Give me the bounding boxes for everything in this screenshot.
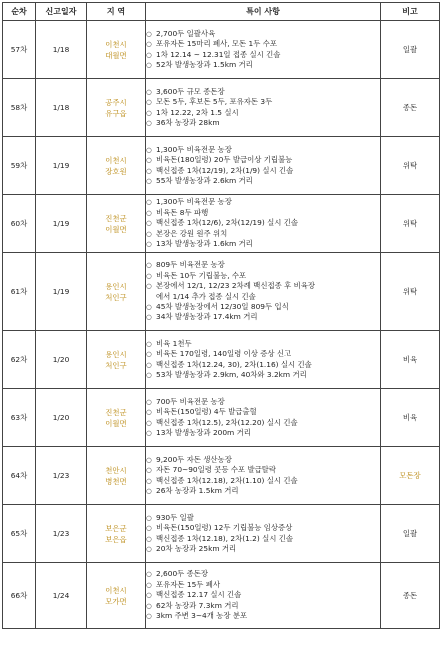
circle-bullet-icon: ○ [146,240,152,249]
details-list [146,339,380,381]
detail-item [146,312,380,322]
table-row [3,195,440,253]
note-cell: 비육 [381,389,440,447]
detail-text: 비육 1천두 [156,338,192,348]
detail-item [146,229,380,239]
circle-bullet-icon: ○ [146,418,152,427]
detail-text: 모돈 5두, 후보돈 5두, 포유자돈 3두 [156,97,273,107]
detail-item [146,339,380,349]
detail-item [146,271,380,281]
detail-item [146,407,380,417]
detail-item [146,118,380,128]
detail-item [146,260,380,270]
region-line: 보은군 [105,523,127,533]
details-list [146,455,380,497]
seq-cell: 66차 [3,563,36,629]
report-table-container [2,2,439,629]
circle-bullet-icon: ○ [146,156,152,165]
region-line: 처인구 [105,360,127,370]
region-line: 처인구 [105,292,127,302]
details-list [146,87,380,129]
detail-text: 포유자돈 15마리 폐사, 모돈 1두 수포 [156,39,278,49]
detail-text: 62차 농장과 7.3km 거리 [156,600,239,610]
details-cell [146,137,381,195]
circle-bullet-icon: ○ [146,176,152,185]
table-row [3,137,440,195]
detail-item [146,97,380,107]
detail-item [146,397,380,407]
detail-item [146,590,380,600]
detail-item [146,281,380,291]
circle-bullet-icon: ○ [146,428,152,437]
date-cell: 1/19 [36,195,87,253]
details-list [146,197,380,249]
note-cell: 일괄 [381,21,440,79]
detail-item [146,302,380,312]
details-list [146,397,380,439]
details-list [146,569,380,621]
region-cell [87,389,146,447]
seq-cell: 57차 [3,21,36,79]
details-cell [146,447,381,505]
circle-bullet-icon: ○ [146,408,152,417]
details-cell [146,331,381,389]
circle-bullet-icon: ○ [146,466,152,475]
header-region: 지 역 [87,3,146,21]
detail-item [146,108,380,118]
detail-item [146,50,380,60]
header-date: 신고일자 [36,3,87,21]
circle-bullet-icon: ○ [146,580,152,589]
region-cell [87,331,146,389]
circle-bullet-icon: ○ [146,271,152,280]
detail-text: 26차 농장과 1.5km 거리 [156,485,239,495]
detail-item [146,176,380,186]
detail-text: 1차 12.14 ~ 12.31일 접종 실시 긴솔 [156,49,281,59]
region-cell [87,505,146,563]
detail-item [146,476,380,486]
table-row [3,563,440,629]
detail-text: 비육돈(150일령) 4두 발급출혈 [156,407,257,417]
circle-bullet-icon: ○ [146,591,152,600]
detail-text: 1,300두 비육전문 농장 [156,144,232,154]
seq-cell: 60차 [3,195,36,253]
circle-bullet-icon: ○ [146,145,152,154]
detail-item [146,155,380,165]
circle-bullet-icon: ○ [146,486,152,495]
region-cell [87,195,146,253]
circle-bullet-icon: ○ [146,534,152,543]
seq-cell: 61차 [3,253,36,331]
detail-item [146,523,380,533]
detail-text: 에서 1/14 추가 접종 실시 긴솔 [156,291,256,301]
table-row [3,253,440,331]
detail-item [146,349,380,359]
detail-item [146,370,380,380]
date-cell: 1/20 [36,389,87,447]
region-line: 이월면 [105,418,127,428]
circle-bullet-icon: ○ [146,612,152,621]
table-row [3,389,440,447]
note-cell: 위탁 [381,137,440,195]
detail-item [146,29,380,39]
detail-text: 비육돈(150일령) 12두 기립불능 임상증상 [156,523,293,533]
region-cell [87,137,146,195]
circle-bullet-icon: ○ [146,87,152,96]
region-cell [87,563,146,629]
circle-bullet-icon: ○ [146,98,152,107]
detail-text: 13차 발생농장과 200m 거리 [156,427,251,437]
circle-bullet-icon: ○ [146,29,152,38]
detail-text: 비육돈 170일령, 140일령 이상 증상 신고 [156,349,292,359]
note-cell: 종돈 [381,79,440,137]
circle-bullet-icon: ○ [146,166,152,175]
detail-text: 백신접종 12.17 실시 긴솔 [156,590,242,600]
table-row [3,505,440,563]
detail-item [146,428,380,438]
region-line: 모가면 [105,596,127,606]
table-row [3,79,440,137]
detail-text: 2,700두 일괄사육 [156,28,216,38]
header-note: 비고 [381,3,440,21]
detail-item [146,601,380,611]
detail-text: 1차 12.22, 2차 1.5 실시 [156,107,239,117]
table-row [3,21,440,79]
seq-cell: 63차 [3,389,36,447]
circle-bullet-icon: ○ [146,544,152,553]
note-cell: 위탁 [381,253,440,331]
detail-text: 백신접종 1차(12.18), 2차(1.10) 실시 긴솔 [156,475,298,485]
detail-text: 포유자돈 15두 폐사 [156,579,221,589]
details-cell [146,563,381,629]
note-cell: 위탁 [381,195,440,253]
circle-bullet-icon: ○ [146,455,152,464]
seq-cell: 64차 [3,447,36,505]
region-line: 이천시 [105,155,127,165]
details-list [146,513,380,555]
date-cell: 1/18 [36,21,87,79]
region-line: 진천군 [105,407,127,417]
seq-cell: 59차 [3,137,36,195]
circle-bullet-icon: ○ [146,60,152,69]
table-row [3,331,440,389]
detail-text: 비육돈(180일령) 20두 발급이상 기립불능 [156,155,293,165]
detail-item [146,39,380,49]
details-cell [146,505,381,563]
note-cell: 비육 [381,331,440,389]
circle-bullet-icon: ○ [146,208,152,217]
details-cell [146,79,381,137]
circle-bullet-icon: ○ [146,282,152,291]
header-row [3,3,440,21]
circle-bullet-icon: ○ [146,118,152,127]
region-line: 천안시 [105,465,127,475]
detail-item [146,87,380,97]
detail-item [146,360,380,370]
detail-text: 53차 발생농장과 2.9km, 40차와 3.2km 거리 [156,369,307,379]
detail-item [146,218,380,228]
region-cell [87,253,146,331]
note-cell: 종돈 [381,563,440,629]
circle-bullet-icon: ○ [146,229,152,238]
region-line: 보은읍 [105,534,127,544]
detail-text: 백신접종 1차(12.5), 2차(12.20) 실시 긴솔 [156,417,298,427]
date-cell: 1/19 [36,253,87,331]
region-line: 진천군 [105,213,127,223]
detail-text: 36차 농장과 28km [156,117,220,127]
circle-bullet-icon: ○ [146,313,152,322]
detail-text: 9,200두 자돈 생산농장 [156,454,232,464]
circle-bullet-icon: ○ [146,261,152,270]
detail-item [146,513,380,523]
detail-text: 930두 일괄 [156,512,194,522]
circle-bullet-icon: ○ [146,219,152,228]
detail-text: 비육돈 8두 파행 [156,207,209,217]
detail-text: 700두 비육전문 농장 [156,396,225,406]
circle-bullet-icon: ○ [146,198,152,207]
details-cell [146,195,381,253]
detail-text: 34차 발생농장과 17.4km 거리 [156,312,258,322]
seq-cell: 62차 [3,331,36,389]
detail-text: 45차 발생농장에서 12/30일 809두 입식 [156,301,289,311]
details-cell [146,253,381,331]
date-cell: 1/18 [36,79,87,137]
details-list [146,145,380,187]
detail-text: 백신접종 1차(12/6), 2차(12/19) 실시 긴솔 [156,218,298,228]
detail-item [146,534,380,544]
circle-bullet-icon: ○ [146,513,152,522]
circle-bullet-icon: ○ [146,302,152,311]
region-line: 공주시 [105,97,127,107]
detail-text: 55차 발생농장과 2.6km 거리 [156,175,253,185]
header-details: 특이 사항 [146,3,381,21]
detail-item [146,465,380,475]
date-cell: 1/19 [36,137,87,195]
detail-text: 자돈 70~90일령 콧등 수포 발급탈락 [156,465,277,475]
region-line: 용인시 [105,281,127,291]
header-seq: 순차 [3,3,36,21]
circle-bullet-icon: ○ [146,350,152,359]
detail-text: 3km 주변 3~4개 농장 분포 [156,611,248,621]
detail-text: 2,600두 종돈장 [156,569,209,579]
region-cell [87,79,146,137]
details-list [146,260,380,322]
seq-cell: 65차 [3,505,36,563]
seq-cell: 58차 [3,79,36,137]
region-line: 이천시 [105,39,127,49]
detail-text: 52차 발생농장과 1.5km 거리 [156,59,253,69]
circle-bullet-icon: ○ [146,339,152,348]
table-row [3,447,440,505]
note-cell: 모돈장 [381,447,440,505]
region-line: 유구읍 [105,108,127,118]
date-cell: 1/24 [36,563,87,629]
date-cell: 1/23 [36,505,87,563]
detail-text: 본장은 강원 원주 위치 [156,228,228,238]
region-line: 이천시 [105,585,127,595]
circle-bullet-icon: ○ [146,50,152,59]
detail-item [146,544,380,554]
detail-item [146,166,380,176]
detail-item [146,60,380,70]
date-cell: 1/23 [36,447,87,505]
detail-item [146,455,380,465]
detail-text: 3,600두 규모 종돈장 [156,86,225,96]
detail-item [146,292,380,302]
date-cell: 1/20 [36,331,87,389]
details-cell [146,389,381,447]
details-list [146,29,380,71]
region-line: 용인시 [105,349,127,359]
detail-text: 백신접종 1차(12.24, 30), 2차(1.16) 실시 긴솔 [156,359,312,369]
detail-item [146,208,380,218]
detail-text: 1,300두 비육전문 농장 [156,197,232,207]
detail-text: 백신접종 1차(12/19), 2차(1/9) 실시 긴솔 [156,165,294,175]
region-line: 이월면 [105,224,127,234]
detail-item [146,569,380,579]
detail-item [146,197,380,207]
detail-item [146,239,380,249]
region-cell [87,447,146,505]
detail-text: 13차 발생농장과 1.6km 거리 [156,239,253,249]
circle-bullet-icon: ○ [146,476,152,485]
details-cell [146,21,381,79]
circle-bullet-icon: ○ [146,108,152,117]
detail-text: 백신접종 1차(12.18), 2차(1.2) 실시 긴솔 [156,533,293,543]
circle-bullet-icon: ○ [146,370,152,379]
detail-item [146,418,380,428]
circle-bullet-icon: ○ [146,601,152,610]
circle-bullet-icon: ○ [146,524,152,533]
detail-item [146,486,380,496]
detail-text: 비육돈 10두 기립불능, 수포 [156,270,247,280]
detail-item [146,611,380,621]
circle-bullet-icon: ○ [146,397,152,406]
region-line: 병천면 [105,476,127,486]
circle-bullet-icon: ○ [146,40,152,49]
region-line: 장호원 [105,166,127,176]
detail-text: 본장에서 12/1, 12/23 2차례 백신접종 후 비육장 [156,281,315,291]
circle-bullet-icon: ○ [146,570,152,579]
detail-item [146,580,380,590]
detail-text: 20차 농장과 25km 거리 [156,543,237,553]
detail-text: 809두 비육전문 농장 [156,260,225,270]
outbreak-report-table [2,2,440,629]
region-line: 대월면 [105,50,127,60]
circle-bullet-icon: ○ [146,360,152,369]
detail-item [146,145,380,155]
note-cell: 일괄 [381,505,440,563]
region-cell [87,21,146,79]
